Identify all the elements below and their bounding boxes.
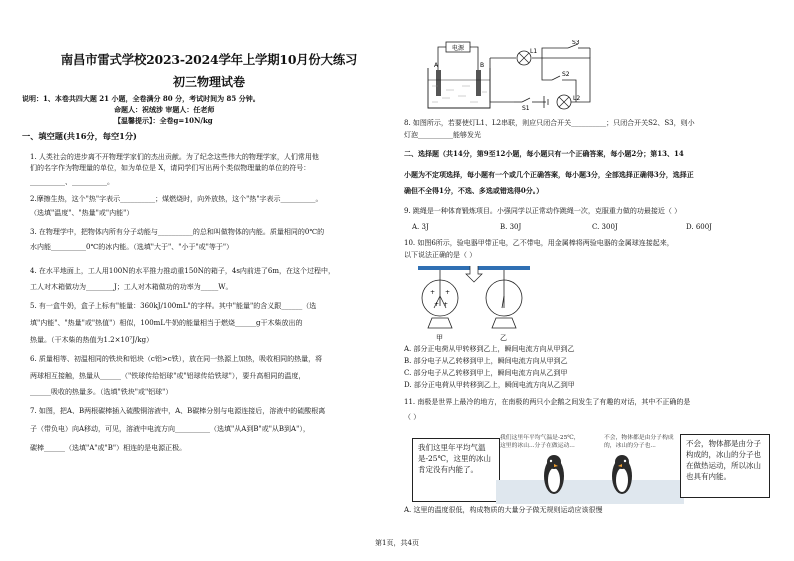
q10-option-d: D. 部分正电荷从甲转移到乙上，瞬间电流方向从乙到甲: [404, 381, 575, 389]
electrolysis-figure: [424, 40, 494, 112]
lamp-l2: [557, 95, 571, 109]
s1-line: 工人对木箱做功为________J；工人对木箱做功的功率为_____W。: [30, 283, 233, 291]
label-a: A: [434, 62, 439, 69]
q8-line: 8. 如图所示，若要使灯L1、L2串联，则应只闭合开关__________；只闭合开关S2、S3，则小: [404, 119, 695, 127]
s1-line: 填"内能"、"热量"或"热值"）相似，100mL牛奶的能量相当于燃烧______g干木柴放出的: [30, 319, 303, 327]
section2-line: 确但不全得1分，不选、多选或错选得0分。）: [404, 186, 544, 195]
tip: 【温馨提示】：全卷g=10N/kg: [114, 116, 213, 125]
electroscope-figure: [414, 262, 534, 342]
s1-line: 2.摩擦生热，这个"热"字表示__________；煤燃烧时，向外放热，这个"热"字表示__________。: [30, 195, 323, 203]
s1-line: ______吸收的热量多。（选填"铁块"或"铝球"）: [30, 388, 173, 396]
q10-option-a: A. 部分正电荷从甲转移到乙上，瞬间电流方向从甲到乙: [404, 345, 575, 353]
s1-line: 热量。（干木柴的热值为1.2×10⁷J/kg）: [30, 336, 154, 344]
q9-option-c: C. 300J: [592, 223, 618, 231]
power-label: 电源: [451, 45, 465, 52]
q10-option-c: C. 部分电子从乙转移到甲上，瞬间电流方向从乙到甲: [404, 369, 568, 377]
q11-option-a: A. 这里的温度很低，构成物质的大量分子做无规则运动应该很慢: [404, 506, 603, 514]
lamp-l1: [517, 51, 531, 65]
left-speech-box: 我们这里年平均气温是-25℃，这里的冰山肯定没有内能了。: [412, 438, 500, 502]
s1-line: 1. 人类社会的进步离不开物理学家们的杰出贡献。为了纪念这些伟大的物理学家，人们常用他: [30, 153, 319, 161]
page-subtitle: 初三物理试卷: [172, 75, 245, 89]
label-yi: 乙: [500, 334, 507, 342]
q9-option-b: B. 30J: [500, 223, 522, 231]
middle-speech-2: 不会，物体都是由分子构成的，冰山的分子也...: [604, 435, 674, 449]
q9-text: 9. 跳绳是一种体育锻炼项目。小强同学以正常动作跳绳一次，克服重力做的功最接近（ ）: [404, 207, 682, 215]
s1-line: 两球相互接触，热量从______（"铁球传给铝球"或"铝球传给铁球"），要升高相同的温度，: [30, 372, 306, 380]
page-footer: 第1页，共4页: [375, 539, 419, 547]
label-jia: 甲: [436, 334, 443, 342]
s1-line: __________、__________。: [30, 178, 114, 186]
page-title: 南昌市雷式学校2023-2024学年上学期10月份大练习: [60, 52, 358, 67]
svg-text:+: +: [443, 301, 449, 308]
s1-line: 子（带负电）向A移动，可见，溶液中电流方向__________（选填"从A到B"或"从B到A"），: [30, 425, 310, 433]
s1-line: 碳棒______（选填"A"或"B"）相连的是电源正极。: [30, 444, 187, 452]
s1-line: 们的名字作为物理量的单位，如为单位是 X，请同学们写出两个类似物理量的单位的符号：: [30, 164, 311, 172]
q10-text: 10. 如图6所示，验电器甲带正电，乙不带电，用金属棒将两验电器的金属球连接起来，: [404, 239, 674, 247]
s1-line: 4. 在水平地面上，工人用100N的水平推力推动重150N的箱子，4s内前进了6m，在这个过程中，: [30, 267, 336, 275]
q11-text: （ ）: [404, 413, 421, 421]
section2-line: 小题为不定项选择，每小题有一个或几个正确答案，每小题3分，全部选择正确得3分，选择正: [404, 170, 694, 179]
q10-option-b: B. 部分电子从乙转移到甲上，瞬间电流方向从甲到乙: [404, 357, 568, 365]
s1-line: 7. 如图，把A、B两根碳棒插入硫酸铜溶液中，A、B碳棒分别与电源连接后，溶液中的硫酸根离: [30, 407, 326, 415]
q9-option-d: D. 600J: [686, 223, 712, 231]
label-s1: S1: [522, 105, 530, 112]
label-s2: S2: [562, 71, 570, 78]
q9-option-a: A. 3J: [412, 223, 429, 231]
q11-text: 11. 南极是世界上最冷的地方，在南极的两只小企鹅之间发生了有趣的对话，其中不正确的是: [404, 398, 691, 406]
s1-line: 5. 有一盒牛奶，盒子上标有"能量：360kJ/100mL"的字样。其中"能量"的含义跟______（选: [30, 302, 317, 310]
label-l1: L1: [530, 48, 538, 55]
s1-line: （选填"温度"、"热量"或"内能"）: [30, 209, 134, 217]
s1-line: 3. 在物理学中，把物体内所有分子动能与__________的总和叫做物体的内能。质量相同的0℃的: [30, 228, 325, 236]
svg-text:+: +: [434, 301, 440, 308]
q8-line: 灯泡__________能够发光: [404, 131, 481, 139]
middle-speech: 我们这里年平均气温是-25℃，这里的冰山...分子在做运动...: [500, 435, 580, 449]
section2-heading: 二、选择题（共14分，第9至12小题，每小题只有一个正确答案，每小题2分；第13、14: [404, 149, 684, 158]
right-speech-box: 不会，物体都是由分子构成的，冰山的分子也在做热运动，所以冰山也具有内能。: [680, 434, 770, 498]
svg-text:+: +: [445, 289, 451, 296]
instructions: 说明：1、本卷共四大题 21 小题，全卷满分 80 分，考试时间为 85 分钟。: [22, 94, 260, 103]
authors: 命题人：祝绒涉 审题人：任老师: [114, 105, 215, 114]
q10-text: 以下说法正确的是（ ）: [404, 251, 477, 259]
circuit-figure: [486, 40, 596, 112]
s1-line: 6. 质量相等、初温相同的铁块和铝块（c铝>c铁），放在同一热源上加热，吸收相同的热量，将: [30, 355, 323, 363]
section1-heading: 一、填空题(共16分，每空1分): [22, 131, 137, 141]
svg-text:+: +: [430, 289, 436, 296]
label-s3: S3: [572, 40, 580, 46]
label-b: B: [480, 62, 485, 69]
label-l2: L2: [573, 95, 581, 102]
s1-line: 水内能__________0℃的冰内能。（选填"大于"、"小于"或"等于"）: [30, 243, 234, 251]
